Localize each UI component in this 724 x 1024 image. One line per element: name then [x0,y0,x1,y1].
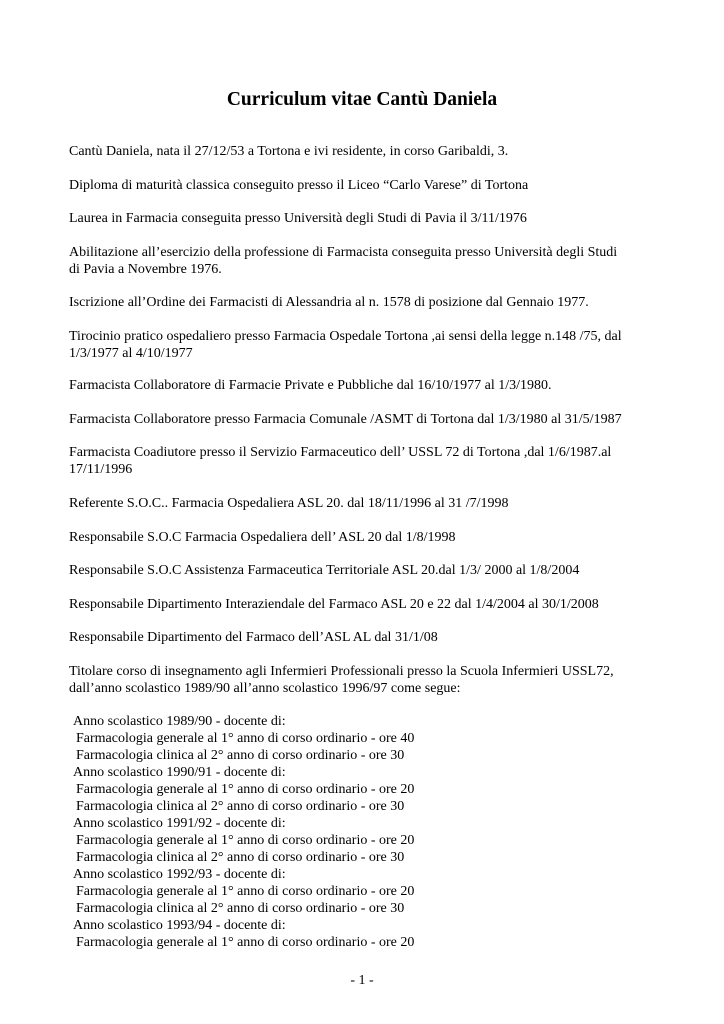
paragraph-birth [69,143,669,160]
paragraph-referent [69,495,669,512]
paragraph-line: Responsabile Dipartimento Interaziendale del Farmaco ASL 20 e 22 dal 1/4/2004 al 30/1/2008 [69,597,599,612]
paragraph-line: Iscrizione all’Ordine dei Farmacisti di Alessandria al n. 1578 di posizione dal Gennaio 1977. [69,295,589,310]
paragraph-line: Cantù Daniela, nata il 27/12/53 a Tortona e ivi residente, in corso Garibaldi, 3. [69,144,509,159]
teaching-course: Farmacologia clinica al 2° anno di corso ordinario - ore 30 [76,748,405,763]
paragraph-line: 17/11/1996 [69,462,133,477]
paragraph-line: Tirocinio pratico ospedaliero presso Farmacia Ospedale Tortona ,ai sensi della legge n.148 /75, dal [69,329,622,344]
paragraph-line: Referente S.O.C.. Farmacia Ospedaliera ASL 20. dal 18/11/1996 al 31 /7/1998 [69,496,509,511]
paragraph-line: 1/3/1977 al 4/10/1977 [69,346,193,361]
paragraph-registration [69,294,669,311]
teaching-year: Anno scolastico 1992/93 - docente di: [73,867,286,882]
paragraph-degree [69,210,669,227]
paragraph-qualification [69,244,669,278]
teaching-course: Farmacologia clinica al 2° anno di corso ordinario - ore 30 [76,799,405,814]
page-number: - 1 - [350,973,374,988]
paragraph-head-department [69,629,669,646]
paragraph-line: Farmacista Coadiutore presso il Servizio Farmaceutico dell’ USSL 72 di Tortona ,dal 1/6/1987.al [69,445,612,460]
paragraph-head-interdepartmental [69,596,669,613]
document-title: Curriculum vitae Cantù Daniela [226,89,498,110]
paragraph-line: dall’anno scolastico 1989/90 all’anno scolastico 1996/97 come segue: [69,681,461,696]
paragraph-line: Abilitazione all’esercizio della professione di Farmacista conseguita presso Università degli Studi [69,245,618,260]
teaching-course: Farmacologia generale al 1° anno di corso ordinario - ore 20 [76,884,415,899]
paragraph-line: Farmacista Collaboratore presso Farmacia Comunale /ASMT di Tortona dal 1/3/1980 al 31/5/1987 [69,412,622,427]
teaching-course: Farmacologia generale al 1° anno di corso ordinario - ore 20 [76,782,415,797]
paragraph-line: Diploma di maturità classica conseguito presso il Liceo “Carlo Varese” di Tortona [69,178,529,193]
paragraph-line: Titolare corso di insegnamento agli Infermieri Professionali presso la Scuola Infermieri USSL72, [69,664,614,679]
paragraph-head-hospital-pharmacy [69,529,669,546]
paragraph-collaborator-municipal [69,411,669,428]
teaching-course: Farmacologia clinica al 2° anno di corso ordinario - ore 30 [76,850,405,865]
paragraph-line: di Pavia a Novembre 1976. [69,262,222,277]
teaching-year: Anno scolastico 1990/91 - docente di: [73,765,286,780]
paragraph-line: Responsabile S.O.C Assistenza Farmaceutica Territoriale ASL 20.dal 1/3/ 2000 al 1/8/2004 [69,563,580,578]
paragraph-line: Laurea in Farmacia conseguita presso Università degli Studi di Pavia il 3/11/1976 [69,211,527,226]
paragraph-line: Farmacista Collaboratore di Farmacie Private e Pubbliche dal 16/10/1977 al 1/3/1980. [69,378,552,393]
paragraph-coadjutor [69,444,669,478]
teaching-year: Anno scolastico 1991/92 - docente di: [73,816,286,831]
teaching-course: Farmacologia generale al 1° anno di corso ordinario - ore 40 [76,731,415,746]
paragraph-collaborator-private [69,377,669,394]
paragraph-teaching-intro [69,663,669,697]
teaching-year: Anno scolastico 1989/90 - docente di: [73,714,286,729]
paragraph-line: Responsabile S.O.C Farmacia Ospedaliera dell’ ASL 20 dal 1/8/1998 [69,530,456,545]
paragraph-line: Responsabile Dipartimento del Farmaco dell’ASL AL dal 31/1/08 [69,630,438,645]
teaching-course: Farmacologia clinica al 2° anno di corso ordinario - ore 30 [76,901,405,916]
teaching-course: Farmacologia generale al 1° anno di corso ordinario - ore 20 [76,935,415,950]
paragraph-internship [69,328,669,362]
paragraph-head-territorial [69,562,669,579]
teaching-year: Anno scolastico 1993/94 - docente di: [73,918,286,933]
teaching-course: Farmacologia generale al 1° anno di corso ordinario - ore 20 [76,833,415,848]
paragraph-diploma [69,177,669,194]
teaching-list [73,713,414,951]
